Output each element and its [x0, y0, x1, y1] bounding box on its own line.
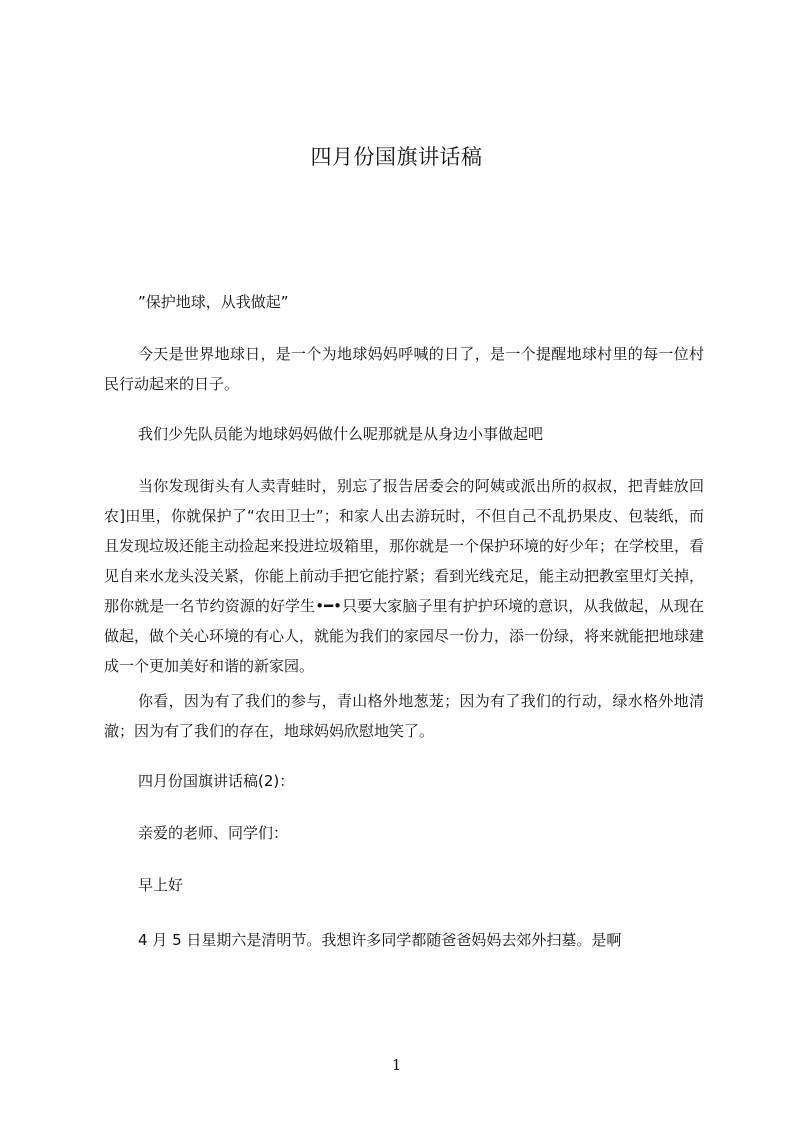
paragraph-greeting: 亲爱的老师、同学们：: [138, 824, 289, 842]
paragraph-conclusion: 你看，因为有了我们的参与，青山格外地葱茏；因为有了我们的行动，绿水格外地清澈；因为有了我们的存在，地球妈妈欣慰地笑了。: [104, 692, 704, 740]
paragraph-qingming: 4 月 5 日星期六是清明节。我想许多同学都随爸爸妈妈去郊外扫墓。是啊: [138, 931, 622, 949]
page-number: 1: [391, 1056, 402, 1074]
document-title: 四月份国旗讲话稿: [310, 145, 483, 169]
paragraph-actions: 当你发现街头有人卖青蛙时，别忘了报告居委会的阿姨或派出所的叔叔，把青蛙放回农]田里，你就保护了“农田卫士”；和家人出去游玩时，不但自己不乱扔果皮、包装纸，而且发现垃圾还能主动捡起来投进垃圾箱里，那你就是一个保护环境的好少年；在学校里，看见自来水龙头没关紧，你能上前动手把它能拧紧；看到光线充足，能主动把教室里灯关掉，那你就是一名节约资源的好学生•━•只要大家脑子里有护护环境的意识，从我做起，从现在做起，做个关心环境的有心人，就能为我们的家园尽一份力，添一份绿，将来就能把地球建成一个更加美好和谐的新家园。: [104, 477, 705, 675]
paragraph-speech-two-title: 四月份国旗讲话稿(2)：: [138, 772, 295, 790]
paragraph-slogan: ”保护地球，从我做起”: [138, 293, 289, 311]
paragraph-earth-day: 今天是世界地球日，是一个为地球妈妈呼喊的日了，是一个提醒地球村里的每一位村民行动起来的日子。: [104, 345, 704, 393]
paragraph-good-morning: 早上好: [138, 876, 184, 894]
paragraph-young-pioneers: 我们少先队员能为地球妈妈做什么呢那就是从身边小事做起吧: [138, 425, 544, 443]
